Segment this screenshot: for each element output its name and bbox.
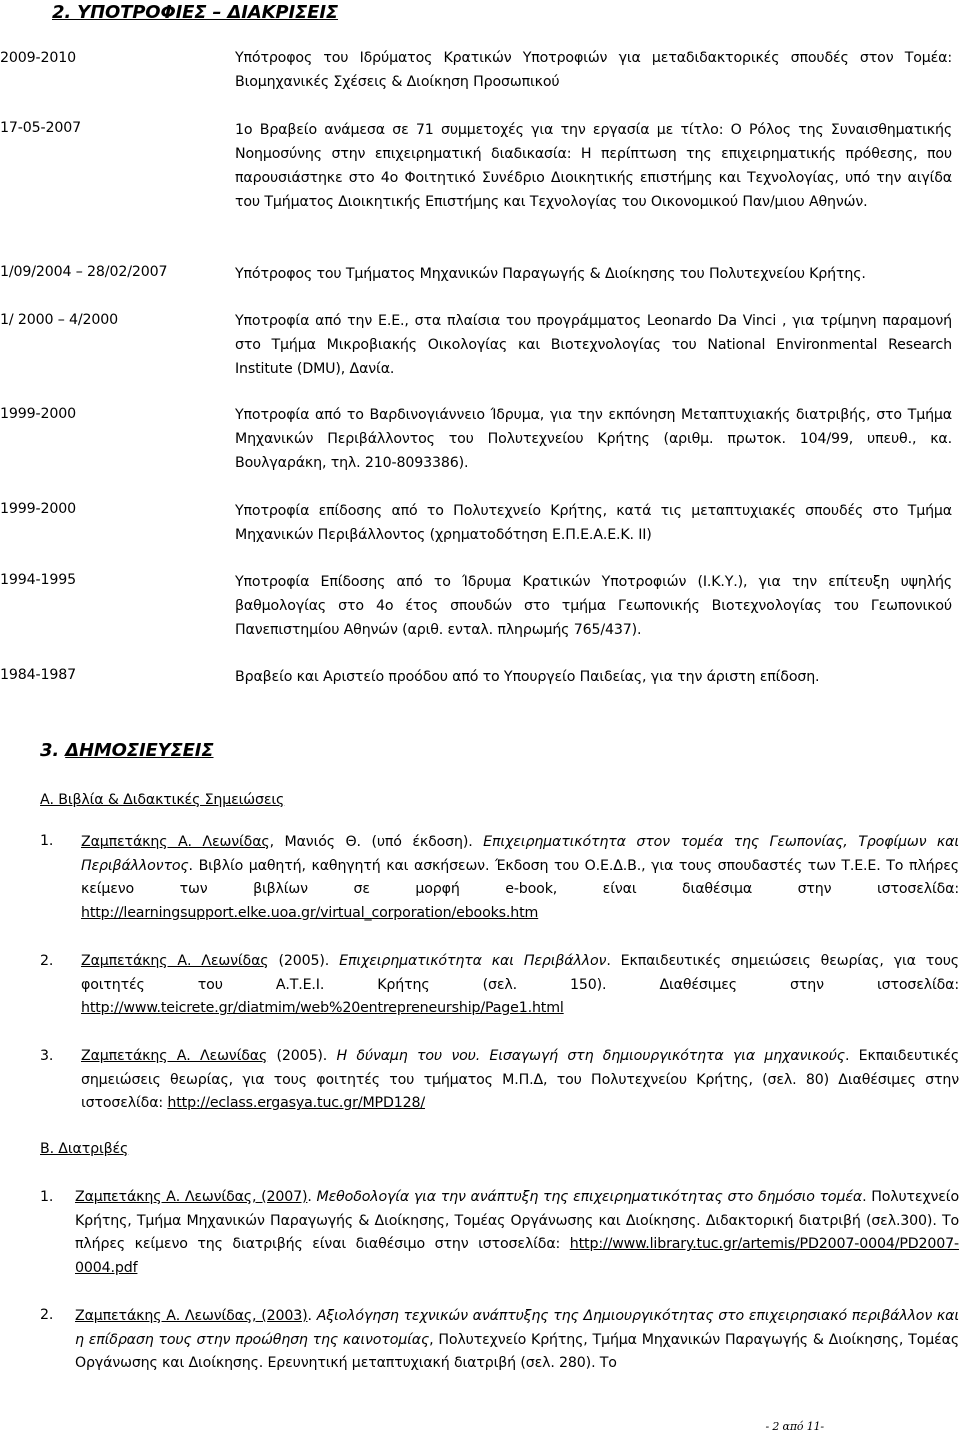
book-reference: Ζαμπετάκης Α. Λεωνίδας, Μανιός Θ. (υπό έκδοση). Επιχειρηματικότητα στον τομέα της Γεωπονίας, Τροφίμων και Περιβάλλοντος. Βιβλίο μαθητή, καθηγητή και ασκήσεων. Έκδοση του Ο.Ε.Δ.Β., για τους σπουδαστές των Τ.Ε.Ε. Το πλήρες κείμενο των βιβλίων σε μορφή e-book, είναι διαθέσιμα στην ιστοσελίδα: http://learningsupport.elke.uoa.gr/virtual_corporation/ebooks.htm xyxy=(81,834,959,921)
ref-title: Μεθοδολογία για την ανάπτυξη της επιχειρηματικότητας στο δημόσιο τομέα xyxy=(316,1189,863,1205)
page-number: - 2 από 11- xyxy=(765,1420,824,1433)
section-title-scholarships: 2. ΥΠΟΤΡΟΦΙΕΣ – ΔΙΑΚΡΙΣΕΙΣ xyxy=(52,2,339,23)
thesis-reference: Ζαμπετάκης Α. Λεωνίδας, (2003). Αξιολόγηση τεχνικών ανάπτυξης της Δημιουργικότητας στο επιχειρησιακό περιβάλλον και η επίδραση τους στην προώθηση της καινοτομίας, Πολυτεχνείο Κρήτης, Τμήμα Μηχανικών Παραγωγής & Διοίκησης, Τομέας Οργάνωσης και Διοίκησης. Ερευνητική μεταπτυχιακή διατριβή (σελ. 280). Το xyxy=(75,1308,959,1371)
entry-date: 1/ 2000 – 4/2000 xyxy=(0,312,119,328)
ref-link[interactable]: http://learningsupport.elke.uoa.gr/virtual_corporation/ebooks.htm xyxy=(81,904,539,921)
ref-author: Ζαμπετάκης Α. Λεωνίδας, (2003) xyxy=(75,1308,308,1324)
ref-number: 2. xyxy=(40,953,54,969)
entry-text: Υποτροφία από την Ε.Ε., στα πλαίσια του προγράμματος Leonardo Da Vinci , για τρίμηνη παραμονή στο Τμήμα Μικροβιακής Οικολογίας και Βιοτεχνολογίας του National Environmental Research Institute (DMU), Δανία. xyxy=(235,313,952,377)
entry-date: 1/09/2004 – 28/02/2007 xyxy=(0,264,168,280)
section-title: ΔΗΜΟΣΙΕΥΣΕΙΣ xyxy=(65,740,214,761)
ref-author: Ζαμπετάκης Α. Λεωνίδας xyxy=(81,953,269,969)
ref-title: Επιχειρηματικότητα στον τομέα της Γεωπονίας, Τροφίμων και Περιβάλλοντος xyxy=(81,834,959,874)
entry-date: 1984-1987 xyxy=(0,667,76,683)
section-title-publications xyxy=(40,740,214,761)
entry-text: Υποτροφία από το Βαρδινογιάννειο Ίδρυμα, για την εκπόνηση Μεταπτυχιακής διατριβής, στο Τμήμα Μηχανικών Περιβάλλοντος του Πολυτεχνείου Κρήτης (αριθμ. πρωτοκ. 104/99, υπευθ., κα. Βουλγαράκη, τηλ. 210-8093386). xyxy=(235,407,952,471)
entry-text: Υποτροφία Επίδοσης από το Ίδρυμα Κρατικών Υποτροφιών (Ι.Κ.Υ.), για την επίτευξη υψηλής βαθμολογίας στο 4ο έτος σπουδών στο τμήμα Γεωπονικής Βιοτεχνολογίας του Γεωπονικού Πανεπιστημίου Αθηνών (αριθ. ενταλ. πληρωμής 765/437). xyxy=(235,574,952,638)
ref-author: Ζαμπετάκης Α. Λεωνίδας xyxy=(81,834,270,850)
book-reference: Ζαμπετάκης Α. Λεωνίδας (2005). Η δύναμη του νου. Εισαγωγή στη δημιουργικότητα για μηχανικούς. Εκπαιδευτικές σημειώσεις θεωρίας, για τους φοιτητές του τμήματος Μ.Π.Δ, του Πολυτεχνείου Κρήτης, (σελ. 80) Διαθέσιμες στην ιστοσελίδα: http://eclass.ergasya.tuc.gr/MPD128/ xyxy=(81,1048,959,1111)
ref-title: Η δύναμη του νου. Εισαγωγή στη δημιουργικότητα για μηχανικούς xyxy=(336,1048,845,1064)
ref-link[interactable]: http://www.teicrete.gr/diatmim/web%20entrepreneurship/Page1.html xyxy=(81,1000,564,1016)
section-number: 3. xyxy=(40,740,60,761)
ref-author: Ζαμπετάκης Α. Λεωνίδας, (2007) xyxy=(75,1189,308,1205)
book-reference: Ζαμπετάκης Α. Λεωνίδας (2005). Επιχειρηματικότητα και Περιβάλλον. Εκπαιδευτικές σημειώσεις θεωρίας, για τους φοιτητές του Α.Τ.Ε.Ι. Κρήτης (σελ. 150). Διαθέσιμες στην ιστοσελίδα: http://www.teicrete.gr/diatmim/web%20entrepreneurship/Page1.html xyxy=(81,953,959,1016)
entry-date: 17-05-2007 xyxy=(0,120,81,136)
ref-title: Αξιολόγηση τεχνικών ανάπτυξης της Δημιουργικότητας στο επιχειρησιακό περιβάλλον και η επίδραση τους στην προώθηση της καινοτομίας xyxy=(75,1308,959,1348)
entry-text: Βραβείο και Αριστείο προόδου από το Υπουργείο Παιδείας, για την άριστη επίδοση. xyxy=(235,669,820,685)
thesis-reference: Ζαμπετάκης Α. Λεωνίδας, (2007). Μεθοδολογία για την ανάπτυξη της επιχειρηματικότητας στο δημόσιο τομέα. Πολυτεχνείο Κρήτης, Τμήμα Μηχανικών Παραγωγής & Διοίκησης, Τομέας Οργάνωσης και Διοίκησης. Διδακτορική διατριβή (σελ.300). Το πλήρες κείμενο της διατριβής είναι διαθέσιμο στην ιστοσελίδα: http://www.library.tuc.gr/artemis/PD2007-0004/PD2007-0004.pdf xyxy=(75,1189,959,1276)
entry-text: 1ο Βραβείο ανάμεσα σε 71 συμμετοχές για την εργασία με τίτλο: Ο Ρόλος της Συναισθηματικής Νοημοσύνης στην επιχειρηματική διαδικασία: Η περίπτωση της επιχειρηματικής πρόθεσης, που παρουσιάστηκε στο 4ο Φοιτητικό Συνέδριο Διοικητικής επιστήμης και Τεχνολογίας, υπό την αιγίδα του Τμήματος Διοικητικής Επιστήμης και Τεχνολογίας του Οικονομικού Παν/μιου Αθηνών. xyxy=(235,122,952,210)
ref-number: 3. xyxy=(40,1048,54,1064)
ref-link[interactable]: http://eclass.ergasya.tuc.gr/MPD128/ xyxy=(167,1095,425,1111)
entry-date: 1999-2000 xyxy=(0,501,76,517)
ref-number: 1. xyxy=(40,833,54,849)
subsection-theses: Β. Διατριβές xyxy=(40,1141,129,1157)
ref-link[interactable]: http://www.library.tuc.gr/artemis/PD2007-0004/PD2007-0004.pdf xyxy=(75,1236,959,1276)
subsection-books: Α. Βιβλία & Διδακτικές Σημειώσεις xyxy=(40,792,285,808)
entry-text: Υπότροφος του Ιδρύματος Κρατικών Υποτροφιών για μεταδιδακτορικές σπουδές στον Τομέα: Βιομηχανικές Σχέσεις & Διοίκηση Προσωπικού xyxy=(235,50,952,90)
ref-author: Ζαμπετάκης Α. Λεωνίδας xyxy=(81,1048,268,1064)
entry-date: 2009-2010 xyxy=(0,50,76,66)
ref-title: Επιχειρηματικότητα και Περιβάλλον xyxy=(339,953,607,969)
ref-number: 2. xyxy=(40,1307,54,1323)
entry-date: 1994-1995 xyxy=(0,572,76,588)
ref-number: 1. xyxy=(40,1189,54,1205)
entry-date: 1999-2000 xyxy=(0,406,76,422)
entry-text: Υπότροφος του Τμήματος Μηχανικών Παραγωγής & Διοίκησης του Πολυτεχνείου Κρήτης. xyxy=(235,266,866,282)
entry-text: Υποτροφία επίδοσης από το Πολυτεχνείο Κρήτης, κατά τις μεταπτυχιακές σπουδές στο Τμήμα Μηχανικών Περιβάλλοντος (χρηματοδότηση Ε.Π.Ε.Α.Ε.Κ. ΙΙ) xyxy=(235,503,952,543)
